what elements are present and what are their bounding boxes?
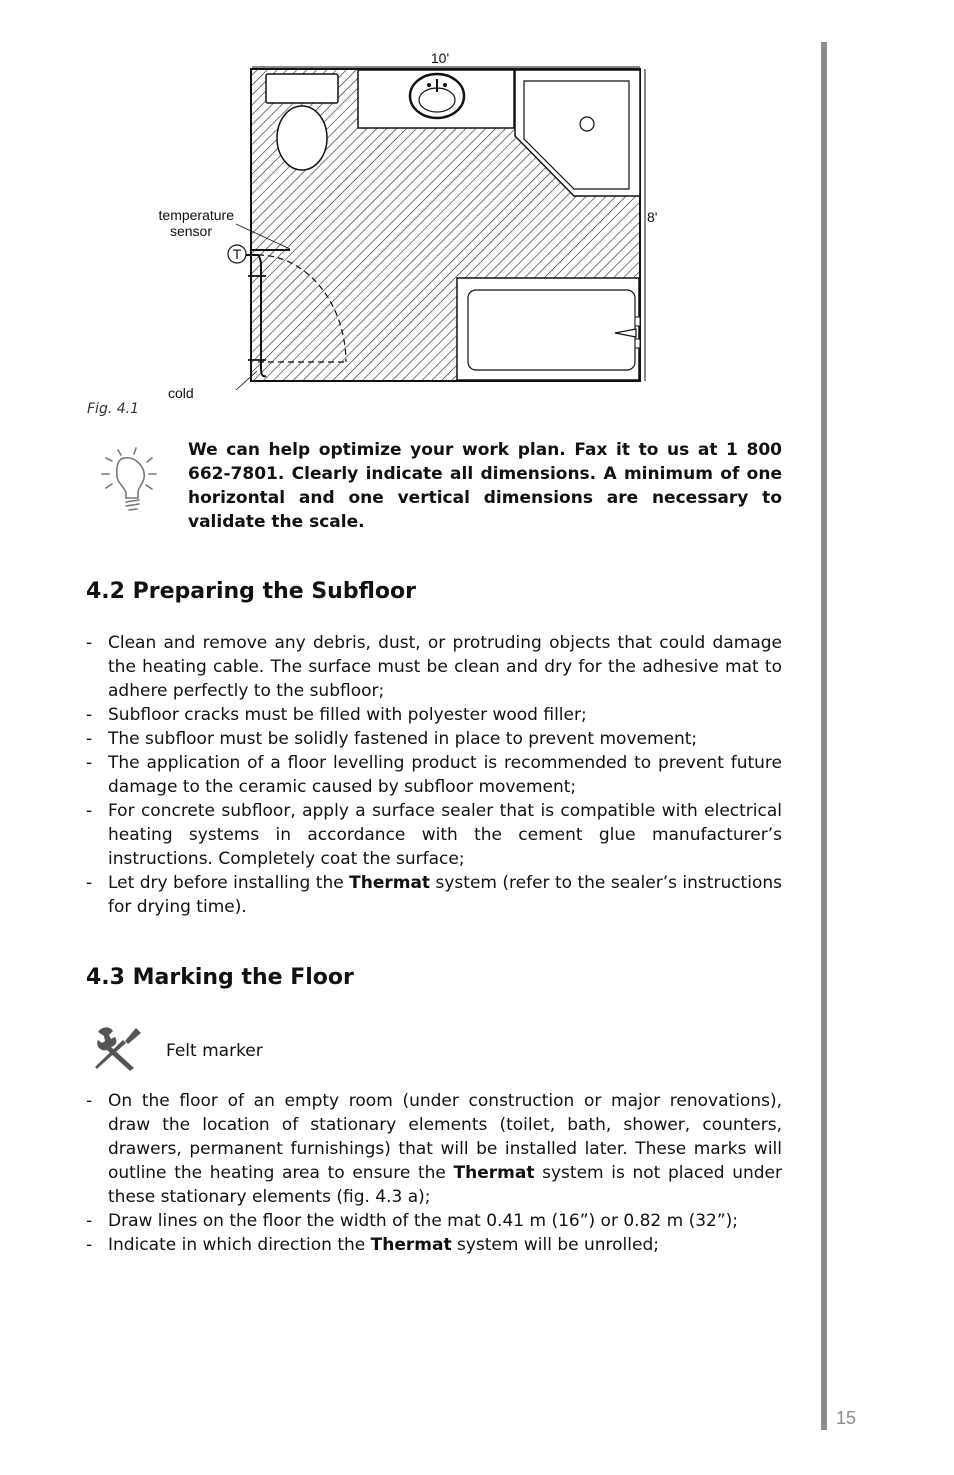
label-sensor: sensor xyxy=(169,223,212,239)
list-item: - Indicate in which direction the Thermat system will be unrolled; xyxy=(86,1233,782,1257)
list-item: - Clean and remove any debris, dust, or protruding objects that could damage the heating cable. The surface must be clean and dry for the adhesive mat to adhere perfectly to the subfloor; xyxy=(86,631,782,703)
list-item: - The application of a floor levelling product is recommended to prevent future damage to the ceramic caused by subfloor movement; xyxy=(86,751,782,799)
toilet-bowl xyxy=(277,106,327,170)
list-item: - The subfloor must be solidly fastened in place to prevent movement; xyxy=(86,727,782,751)
shower-drain xyxy=(580,117,594,131)
section-heading-subfloor: 4.2 Preparing the Subfloor xyxy=(86,579,416,604)
toilet-tank xyxy=(266,74,338,103)
tip-text: We can help optimize your work plan. Fax it to us at 1 800 662-7801. Clearly indicate all dimensions. A minimum of one horizontal and one vertical dimensions are necessary to validate the scale. xyxy=(188,440,782,532)
section-heading-marking: 4.3 Marking the Floor xyxy=(86,965,354,990)
figure-caption: Fig. 4.1 xyxy=(87,401,139,417)
list-item: - For concrete subfloor, apply a surface sealer that is compatible with electrical heating systems in accordance with the cement glue manufacturer’s instructions. Completely coat the surface; xyxy=(86,799,782,871)
list-item: - On the floor of an empty room (under construction or major renovations), draw the location of stationary elements (toilet, bath, shower, counters, drawers, permanent furnishings) that will be installed later. These marks will outline the heating area to ensure the Thermat system is not placed under these stationary elements (fig. 4.3 a); xyxy=(86,1089,782,1209)
page-number: 15 xyxy=(836,1408,857,1428)
lightbulb-icon xyxy=(96,446,162,518)
height-dimension: 8' xyxy=(647,209,658,225)
product-name: Thermat xyxy=(349,873,431,893)
list-item: - Let dry before installing the Thermat system (refer to the sealer’s instructions for drying time). xyxy=(86,871,782,919)
label-cold: cold xyxy=(168,385,194,401)
marking-list xyxy=(86,1089,782,1257)
label-temperature: temperature xyxy=(158,207,234,223)
list-item: - Subfloor cracks must be filled with polyester wood filler; xyxy=(86,703,782,727)
list-item: - Draw lines on the floor the width of the mat 0.41 m (16”) or 0.82 m (32”); xyxy=(86,1209,782,1233)
svg-text:T: T xyxy=(232,246,242,262)
product-name: Thermat xyxy=(370,1235,452,1255)
floor-plan-diagram xyxy=(0,40,700,420)
margin-rule xyxy=(821,42,827,1430)
width-dimension: 10' xyxy=(430,50,450,66)
tool-label: Felt marker xyxy=(166,1041,263,1061)
tools-icon xyxy=(92,1024,144,1072)
product-name: Thermat xyxy=(453,1163,535,1183)
subfloor-list xyxy=(86,631,782,919)
